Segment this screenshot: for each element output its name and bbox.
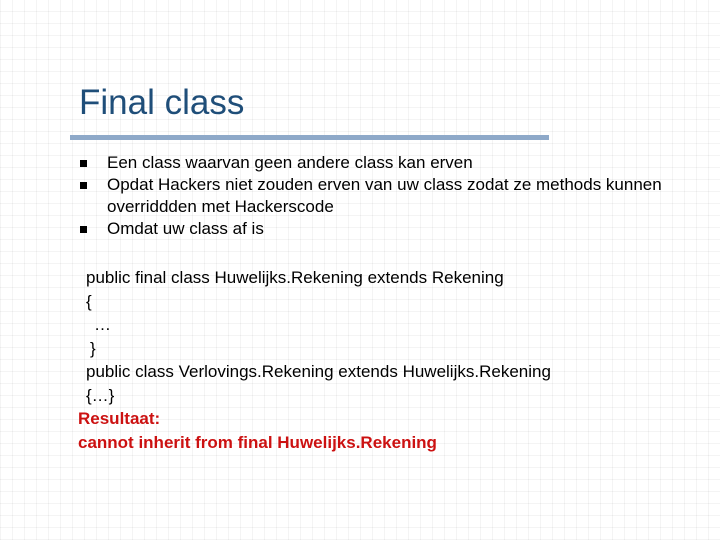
bullet-item <box>80 174 680 218</box>
bullet-text: Opdat Hackers niet zouden erven van uw class zodat ze methods kunnen overriddden met Hackerscode <box>107 175 662 216</box>
result-label: Resultaat: <box>78 409 161 428</box>
code-line: { <box>86 291 92 311</box>
bullet-text: Een class waarvan geen andere class kan erven <box>107 153 473 172</box>
bullet-text: Omdat uw class af is <box>107 219 264 238</box>
code-line: … <box>94 315 111 334</box>
bullet-list <box>80 152 680 240</box>
code-line: public final class Huwelijks.Rekening extends Rekening <box>86 268 504 287</box>
code-example <box>78 266 708 454</box>
square-bullet-icon <box>80 182 87 189</box>
bullet-item <box>80 218 680 240</box>
bullet-item <box>80 152 680 174</box>
result-message: cannot inherit from final Huwelijks.Rekening <box>78 432 437 452</box>
code-line: public class Verlovings.Rekening extends Huwelijks.Rekening <box>86 362 551 381</box>
code-line: } <box>90 338 96 358</box>
code-line: {…} <box>86 385 115 405</box>
square-bullet-icon <box>80 226 87 233</box>
slide-title: Final class <box>79 83 245 122</box>
square-bullet-icon <box>80 160 87 167</box>
title-underline <box>70 135 549 140</box>
